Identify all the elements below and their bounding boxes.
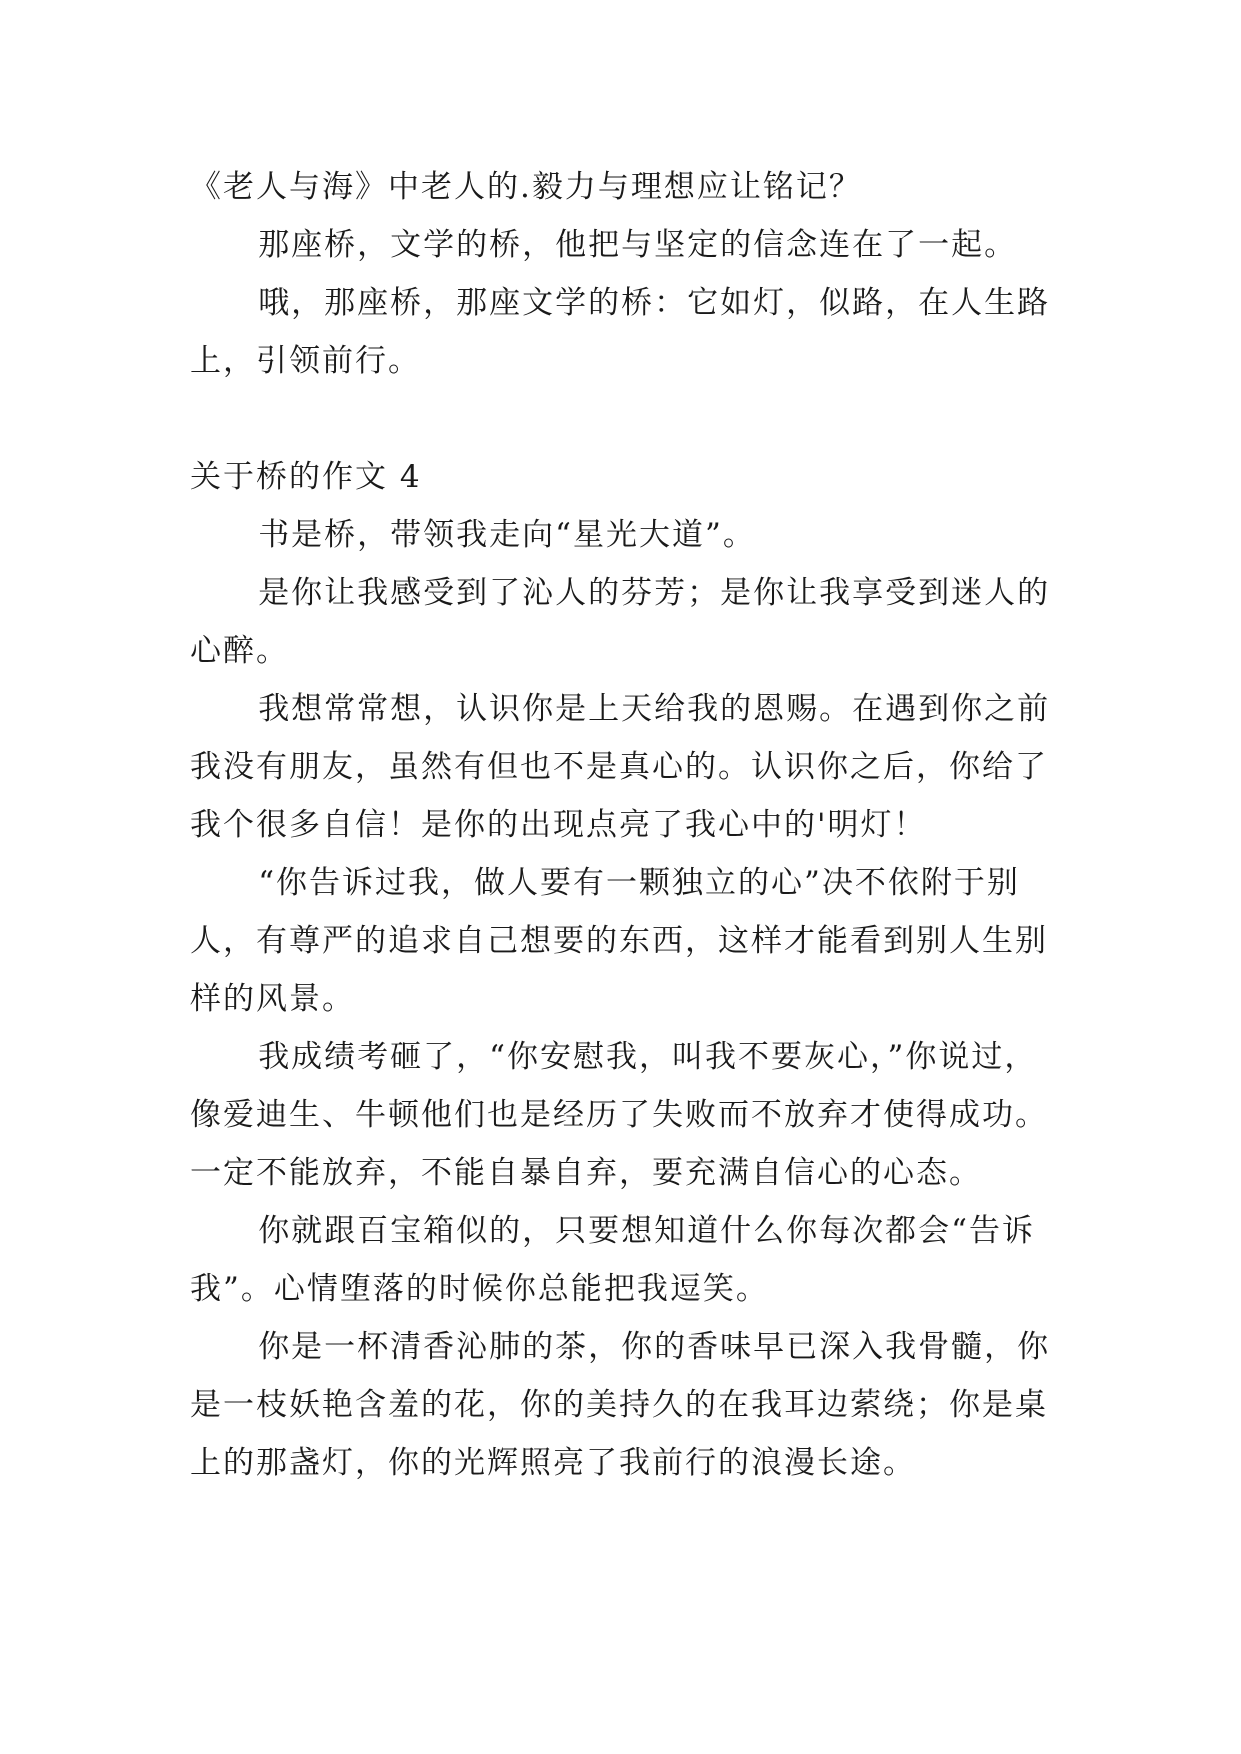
paragraph-independent-heart: “你告诉过我，做人要有一颗独立的心”决不依附于别人，有尊严的追求自己想要的东西，这样才能看到别人生别样的风景。 bbox=[190, 865, 1048, 1017]
paragraph-treasure-box: 你就跟百宝箱似的，只要想知道什么你每次都会“告诉我”。心情堕落的时候你总能把我逗笑。 bbox=[190, 1213, 1036, 1307]
paragraph-comfort: 我成绩考砸了，“你安慰我，叫我不要灰心，”你说过，像爱迪生、牛顿他们也是经历了失败而不放弃才使得成功。一定不能放弃，不能自暴自弃，要充满自信心的心态。 bbox=[190, 1039, 1048, 1191]
paragraph-book-bridge: 书是桥，带领我走向“星光大道”。 bbox=[258, 517, 756, 553]
paragraph-gift: 我想常常想，认识你是上天给我的恩赐。在遇到你之前我没有朋友，虽然有但也不是真心的。认识你之后，你给了我个很多自信！是你的出现点亮了我心中的'明灯！ bbox=[190, 691, 1051, 843]
document-body bbox=[190, 158, 1070, 1492]
paragraph-bridge-faith: 那座桥，文学的桥，他把与坚定的信念连在了一起。 bbox=[258, 227, 1018, 263]
section-heading: 关于桥的作文 4 bbox=[190, 459, 422, 495]
paragraph-tea-flower-lamp: 你是一杯清香沁肺的茶，你的香味早已深入我骨髓，你是一枝妖艳含羞的花，你的美持久的在我耳边萦绕；你是桌上的那盏灯，你的光辉照亮了我前行的浪漫长途。 bbox=[190, 1329, 1051, 1481]
paragraph-bridge-lamp: 哦，那座桥，那座文学的桥：它如灯，似路，在人生路上，引领前行。 bbox=[190, 285, 1051, 379]
paragraph-old-man-and-sea: 《老人与海》中老人的.毅力与理想应让铭记？ bbox=[190, 169, 862, 205]
paragraph-fragrance: 是你让我感受到了沁人的芬芳；是你让我享受到迷人的心醉。 bbox=[190, 575, 1051, 669]
